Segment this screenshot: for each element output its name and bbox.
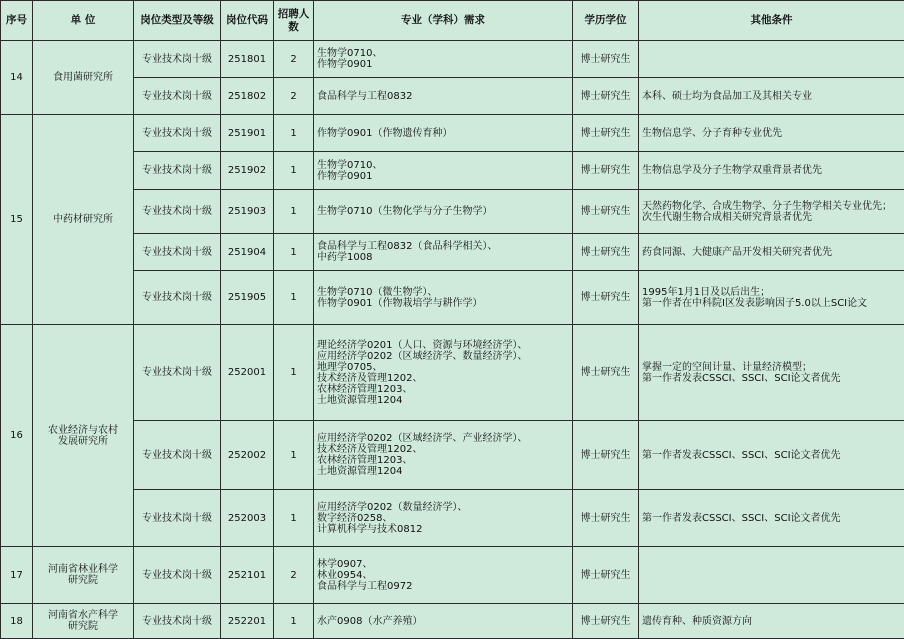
count-cell: 1 — [274, 234, 314, 271]
header-unit: 单 位 — [33, 1, 134, 41]
post-code-cell: 252003 — [221, 490, 274, 547]
major-line: 生物学0710、 — [317, 48, 569, 59]
major-line: 作物学0901（作物遗传育种） — [317, 128, 569, 139]
major-line: 林学0907、 — [317, 559, 569, 570]
other-line: 1995年1月1日及以后出生； — [642, 287, 901, 298]
degree-cell: 博士研究生 — [573, 421, 639, 490]
post-type-cell: 专业技术岗十级 — [134, 115, 221, 152]
post-type-cell: 专业技术岗十级 — [134, 190, 221, 234]
other-line: 药食同源、大健康产品开发相关研究者优先 — [642, 247, 901, 258]
major-cell — [314, 152, 573, 190]
post-type-cell: 专业技术岗十级 — [134, 78, 221, 115]
other-cell — [639, 490, 904, 547]
post-type-cell: 专业技术岗十级 — [134, 234, 221, 271]
major-line: 农林经济管理1203、 — [317, 384, 569, 395]
seq-cell: 14 — [1, 41, 33, 115]
seq-cell: 15 — [1, 115, 33, 325]
other-cell — [639, 271, 904, 325]
major-line: 计算机科学与技术0812 — [317, 524, 569, 535]
unit-cell: 中药材研究所 — [33, 115, 134, 325]
major-line: 中药学1008 — [317, 252, 569, 263]
table-row — [1, 421, 904, 490]
post-type-cell: 专业技术岗十级 — [134, 490, 221, 547]
major-line: 应用经济学0202（区域经济学、数量经济学）、 — [317, 351, 569, 362]
header-major: 专业（学科）需求 — [314, 1, 573, 41]
major-cell — [314, 547, 573, 604]
other-cell — [639, 604, 904, 639]
header-count: 招聘人数 — [274, 1, 314, 41]
count-cell: 1 — [274, 421, 314, 490]
count-cell: 1 — [274, 604, 314, 639]
post-code-cell: 252002 — [221, 421, 274, 490]
table-row — [1, 604, 904, 639]
seq-cell: 16 — [1, 325, 33, 547]
major-line: 作物学0901（作物栽培学与耕作学） — [317, 298, 569, 309]
table-row — [1, 190, 904, 234]
header-degree: 学历学位 — [573, 1, 639, 41]
header-other: 其他条件 — [639, 1, 904, 41]
major-cell — [314, 78, 573, 115]
header-post-type: 岗位类型及等级 — [134, 1, 221, 41]
major-line: 林业0954、 — [317, 570, 569, 581]
other-line: 次生代谢生物合成相关研究背景者优先 — [642, 212, 901, 223]
other-line: 第一作者在中科院I区发表影响因子5.0以上SCI论文 — [642, 298, 901, 309]
degree-cell: 博士研究生 — [573, 490, 639, 547]
other-cell — [639, 78, 904, 115]
table-row — [1, 41, 904, 78]
unit-cell — [33, 325, 134, 547]
other-cell — [639, 190, 904, 234]
major-line: 技术经济及管理1202、 — [317, 373, 569, 384]
other-line: 第一作者发表CSSCI、SSCI、SCI论文者优先 — [642, 513, 901, 524]
other-line: 掌握一定的空间计量、计量经济模型； — [642, 362, 901, 373]
count-cell: 1 — [274, 325, 314, 421]
degree-cell: 博士研究生 — [573, 190, 639, 234]
post-type-cell: 专业技术岗十级 — [134, 271, 221, 325]
post-code-cell: 251901 — [221, 115, 274, 152]
count-cell: 2 — [274, 547, 314, 604]
other-cell — [639, 234, 904, 271]
count-cell: 1 — [274, 152, 314, 190]
seq-cell: 18 — [1, 604, 33, 639]
major-cell — [314, 421, 573, 490]
major-line: 技术经济及管理1202、 — [317, 444, 569, 455]
other-line: 第一作者发表CSSCI、SSCI、SCI论文者优先 — [642, 373, 901, 384]
unit-cell — [33, 547, 134, 604]
post-type-cell: 专业技术岗十级 — [134, 547, 221, 604]
count-cell: 2 — [274, 78, 314, 115]
other-cell — [639, 325, 904, 421]
post-code-cell: 251904 — [221, 234, 274, 271]
unit-line: 研究院 — [36, 621, 130, 632]
other-cell — [639, 421, 904, 490]
major-line: 土地资源管理1204 — [317, 395, 569, 406]
other-line: 天然药物化学、合成生物学、分子生物学相关专业优先； — [642, 201, 901, 212]
major-line: 土地资源管理1204 — [317, 466, 569, 477]
other-cell — [639, 115, 904, 152]
other-line: 遗传育种、种质资源方向 — [642, 616, 901, 627]
count-cell: 1 — [274, 190, 314, 234]
other-line: 第一作者发表CSSCI、SSCI、SCI论文者优先 — [642, 450, 901, 461]
degree-cell: 博士研究生 — [573, 271, 639, 325]
unit-line: 河南省林业科学 — [36, 564, 130, 575]
post-type-cell: 专业技术岗十级 — [134, 41, 221, 78]
major-line: 生物学0710、 — [317, 160, 569, 171]
post-code-cell: 251802 — [221, 78, 274, 115]
post-type-cell: 专业技术岗十级 — [134, 152, 221, 190]
major-line: 作物学0901 — [317, 59, 569, 70]
post-code-cell: 251801 — [221, 41, 274, 78]
seq-cell: 17 — [1, 547, 33, 604]
table-row — [1, 490, 904, 547]
post-code-cell: 252001 — [221, 325, 274, 421]
unit-line: 河南省水产科学 — [36, 610, 130, 621]
major-cell — [314, 190, 573, 234]
unit-line: 发展研究所 — [36, 436, 130, 447]
count-cell: 1 — [274, 271, 314, 325]
table-row — [1, 78, 904, 115]
major-cell — [314, 271, 573, 325]
count-cell: 1 — [274, 490, 314, 547]
post-type-cell: 专业技术岗十级 — [134, 325, 221, 421]
major-line: 数字经济0258、 — [317, 513, 569, 524]
table-row — [1, 325, 904, 421]
degree-cell: 博士研究生 — [573, 234, 639, 271]
degree-cell: 博士研究生 — [573, 115, 639, 152]
other-line: 生物信息学、分子育种专业优先 — [642, 128, 901, 139]
table-row — [1, 271, 904, 325]
major-line: 生物学0710（微生物学）、 — [317, 287, 569, 298]
degree-cell: 博士研究生 — [573, 547, 639, 604]
unit-line: 农业经济与农村 — [36, 425, 130, 436]
major-line: 地理学0705、 — [317, 362, 569, 373]
unit-cell: 食用菌研究所 — [33, 41, 134, 115]
major-cell — [314, 234, 573, 271]
major-line: 生物学0710（生物化学与分子生物学） — [317, 206, 569, 217]
post-type-cell: 专业技术岗十级 — [134, 604, 221, 639]
major-cell — [314, 41, 573, 78]
header-seq: 序号 — [1, 1, 33, 41]
major-line: 应用经济学0202（区域经济学、产业经济学）、 — [317, 433, 569, 444]
degree-cell: 博士研究生 — [573, 152, 639, 190]
other-line: 本科、硕士均为食品加工及其相关专业 — [642, 91, 901, 102]
header-row — [1, 1, 904, 41]
major-line: 食品科学与工程0972 — [317, 581, 569, 592]
major-cell — [314, 604, 573, 639]
major-cell — [314, 490, 573, 547]
post-type-cell: 专业技术岗十级 — [134, 421, 221, 490]
major-line: 作物学0901 — [317, 171, 569, 182]
degree-cell: 博士研究生 — [573, 325, 639, 421]
count-cell: 1 — [274, 115, 314, 152]
unit-cell — [33, 604, 134, 639]
major-line: 食品科学与工程0832（食品科学相关）、 — [317, 241, 569, 252]
other-cell — [639, 41, 904, 78]
major-cell — [314, 325, 573, 421]
other-line: 生物信息学及分子生物学双重背景者优先 — [642, 165, 901, 176]
major-cell — [314, 115, 573, 152]
table-row — [1, 152, 904, 190]
other-cell — [639, 152, 904, 190]
major-line: 农林经济管理1203、 — [317, 455, 569, 466]
post-code-cell: 252201 — [221, 604, 274, 639]
post-code-cell: 251903 — [221, 190, 274, 234]
post-code-cell: 251902 — [221, 152, 274, 190]
degree-cell: 博士研究生 — [573, 604, 639, 639]
other-cell — [639, 547, 904, 604]
major-line: 理论经济学0201（人口、资源与环境经济学）、 — [317, 340, 569, 351]
degree-cell: 博士研究生 — [573, 78, 639, 115]
major-line: 食品科学与工程0832 — [317, 91, 569, 102]
table-row — [1, 547, 904, 604]
table-row — [1, 234, 904, 271]
degree-cell: 博士研究生 — [573, 41, 639, 78]
post-code-cell: 252101 — [221, 547, 274, 604]
count-cell: 2 — [274, 41, 314, 78]
post-code-cell: 251905 — [221, 271, 274, 325]
major-line: 水产0908（水产养殖） — [317, 616, 569, 627]
header-post-code: 岗位代码 — [221, 1, 274, 41]
unit-line: 研究院 — [36, 575, 130, 586]
major-line: 应用经济学0202（数量经济学）、 — [317, 502, 569, 513]
table-row — [1, 115, 904, 152]
